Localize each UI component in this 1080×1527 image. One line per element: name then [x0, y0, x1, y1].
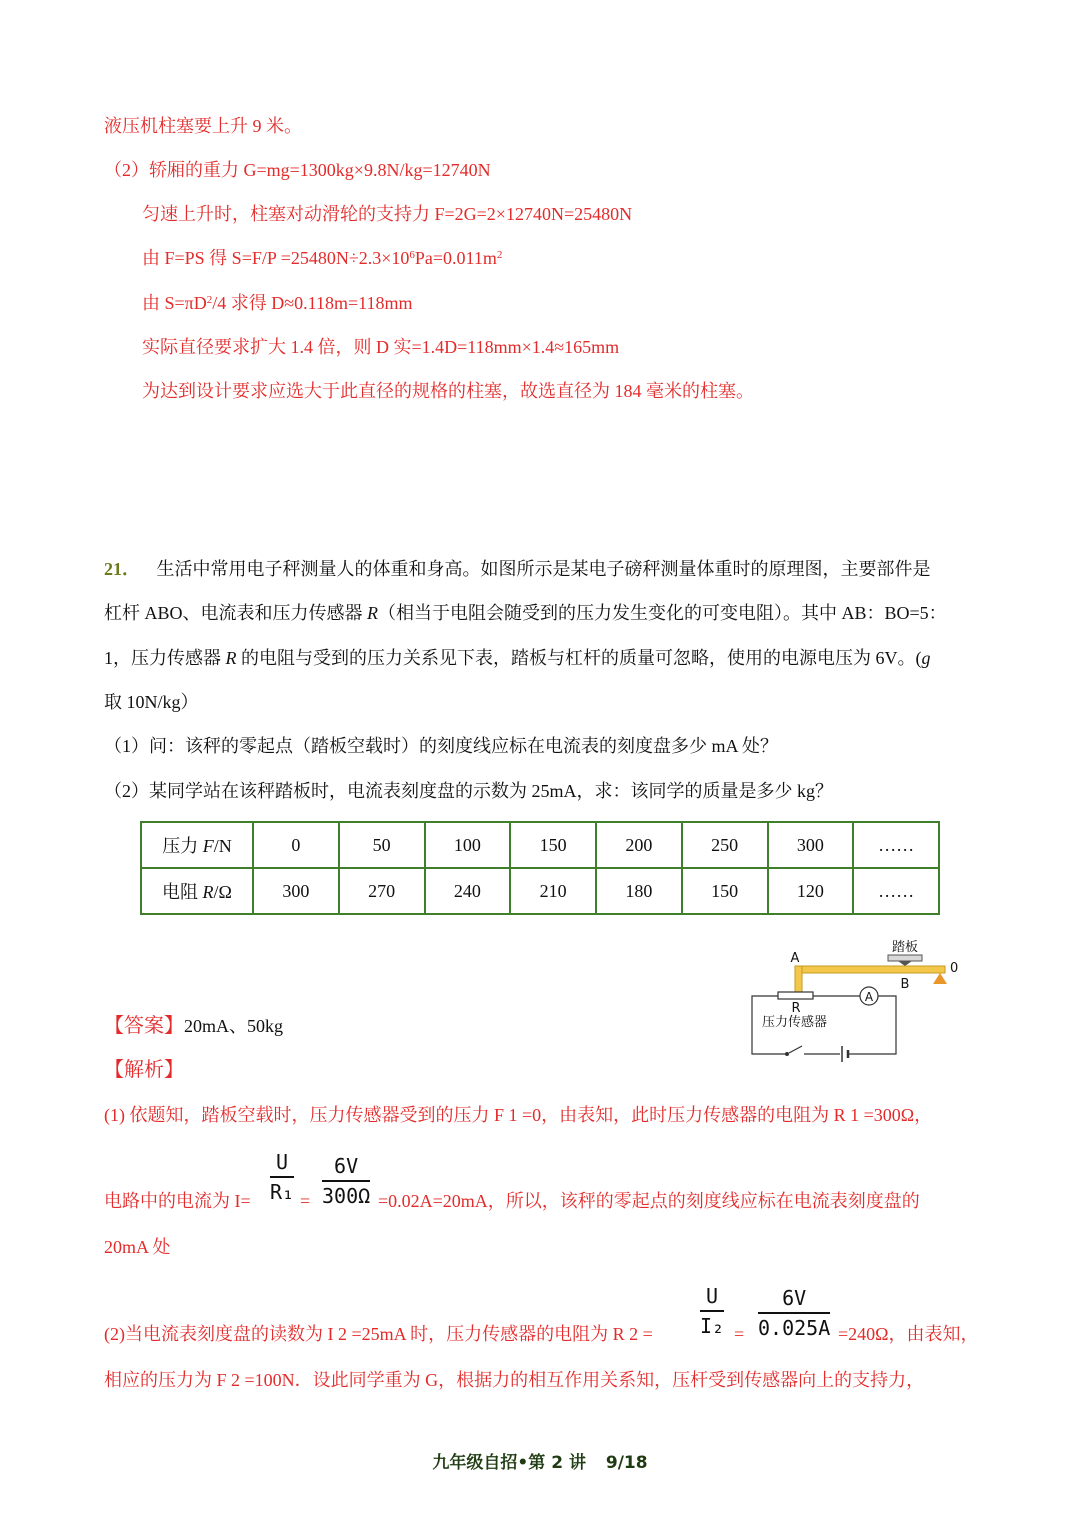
question-paragraph: 1，压力传感器 R 的电阻与受到的压力关系见下表，踏板与杠杆的质量可忽略，使用的电源电压为 6V。(g — [104, 648, 931, 668]
course-label: 九年级自招•第 2 讲 — [432, 1453, 586, 1473]
table-cell: 50 — [339, 822, 425, 868]
point-b-label: B — [900, 977, 910, 992]
answer-line — [104, 1014, 283, 1038]
ammeter-label: A — [864, 990, 874, 1004]
table-cell: 300 — [253, 868, 339, 914]
scale-circuit-diagram — [740, 930, 965, 1070]
analysis-tag-line — [104, 1058, 184, 1082]
solution-line: 由 $S=\pi D^2/4$ 求得 D≈0.118m=118mm — [142, 293, 413, 313]
fraction-6v-over-0025: $\frac{6V}{0.025A}$ — [758, 1286, 831, 1340]
sub-question-1: （1）问：该秤的零起点（踏板空载时）的刻度线应标在电流表的刻度盘多少 mA 处？ — [104, 736, 779, 756]
question-number: 21． — [104, 559, 140, 579]
solution-line: 由 F=PS 得 $S=F/P =25480N\div 2.3\times 10^6Pa=0.011m^2$ — [142, 248, 503, 268]
analysis-line: =0.02A=20mA，所以，该秤的零起点的刻度线应标在电流表刻度盘的 — [378, 1191, 920, 1211]
table-cell: 100 — [425, 822, 511, 868]
fraction-u-over-i2: $\frac{U}{\text{I₂}}$ — [700, 1284, 725, 1338]
table-cell: 210 — [510, 868, 596, 914]
sensor-label: 压力传感器 — [762, 1015, 828, 1030]
equals-sign: = — [734, 1324, 745, 1344]
table-cell: …… — [853, 822, 939, 868]
lever-abo — [795, 966, 945, 973]
analysis-line: 20mA 处 — [104, 1237, 171, 1257]
solution-line: 实际直径要求扩大 1.4 倍，则 D 实=1.4D=118mm×1.4≈165mm — [142, 337, 620, 357]
answer-tag: 【答案】 — [104, 1015, 184, 1037]
switch — [785, 1052, 789, 1056]
question-paragraph: 21． 生活中常用电子秤测量人的体重和身高。如图所示是某电子磅秤测量体重时的原理图，主要部件是 — [104, 559, 931, 579]
table-cell: 270 — [339, 868, 425, 914]
resistor-label: R — [791, 1001, 801, 1016]
table-cell: 150 — [682, 868, 768, 914]
table-cell: 300 — [768, 822, 854, 868]
table-row — [141, 822, 939, 868]
equals-sign: = — [300, 1191, 311, 1211]
table-cell: 150 — [510, 822, 596, 868]
table-cell: 200 — [596, 822, 682, 868]
analysis-line: (2)当电流表刻度盘的读数为 I 2 =25mA 时，压力传感器的电阻为 R 2 = — [104, 1324, 653, 1344]
table-cell: …… — [853, 868, 939, 914]
solution-line: 液压机柱塞要上升 9 米。 — [104, 116, 302, 136]
table-cell: 180 — [596, 868, 682, 914]
question-paragraph: 杠杆 ABO、电流表和压力传感器 R（相当于电阻会随受到的压力发生变化的可变电阻）。其中 AB：BO=5： — [104, 603, 947, 623]
table-header-cell: 压力 F/N — [141, 822, 253, 868]
page-number: 9/18 — [605, 1453, 648, 1473]
switch-blade — [789, 1046, 802, 1053]
table-cell: 250 — [682, 822, 768, 868]
sub-question-2: （2）某同学站在该秤踏板时，电流表刻度盘的示数为 25mA，求：该同学的质量是多少 kg？ — [104, 781, 833, 801]
question-paragraph: 取 10N/kg） — [104, 692, 199, 712]
point-o-label: 0 — [950, 961, 959, 976]
fraction-6v-over-300: $\frac{6V}{300\Omega}$ — [322, 1154, 371, 1208]
analysis-line: 相应的压力为 F 2 =100N．设此同学重为 G，根据力的相互作用关系知，压杆受到传感器向上的支持力， — [104, 1370, 925, 1390]
table-row — [141, 868, 939, 914]
fulcrum — [933, 973, 947, 984]
analysis-tag: 【解析】 — [104, 1059, 184, 1081]
table-cell: 120 — [768, 868, 854, 914]
analysis-line: =240Ω，由表知， — [838, 1324, 979, 1344]
analysis-line: (1) 依题知，踏板空载时，压力传感器受到的压力 F 1 =0，由表知，此时压力传感器的电阻为 R 1 =300Ω， — [104, 1105, 933, 1125]
table-cell: 240 — [425, 868, 511, 914]
pedal — [888, 955, 922, 961]
point-a-label: A — [790, 951, 800, 966]
solution-line: 匀速上升时，柱塞对动滑轮的支持力 F=2G=2×12740N=25480N — [142, 204, 633, 224]
solution-line: （2）轿厢的重力 G=mg=1300kg×9.8N/kg=12740N — [104, 160, 491, 180]
analysis-line: 电路中的电流为 I= — [104, 1191, 251, 1211]
lever-arm — [795, 966, 802, 994]
table-cell: 0 — [253, 822, 339, 868]
resistor-r — [778, 992, 813, 999]
pedal-stem — [898, 961, 912, 966]
solution-line: 为达到设计要求应选大于此直径的规格的柱塞，故选直径为 184 毫米的柱塞。 — [142, 381, 754, 401]
answer-value: 20mA、50kg — [184, 1016, 283, 1036]
fraction-u-over-r1: $\frac{U}{\text{R₁}}$ — [270, 1150, 295, 1204]
pedal-label: 踏板 — [891, 940, 919, 955]
page-footer — [0, 1448, 1080, 1473]
table-header-cell: 电阻 R/Ω — [141, 868, 253, 914]
wire — [852, 996, 896, 1054]
pressure-resistance-table — [140, 821, 940, 915]
